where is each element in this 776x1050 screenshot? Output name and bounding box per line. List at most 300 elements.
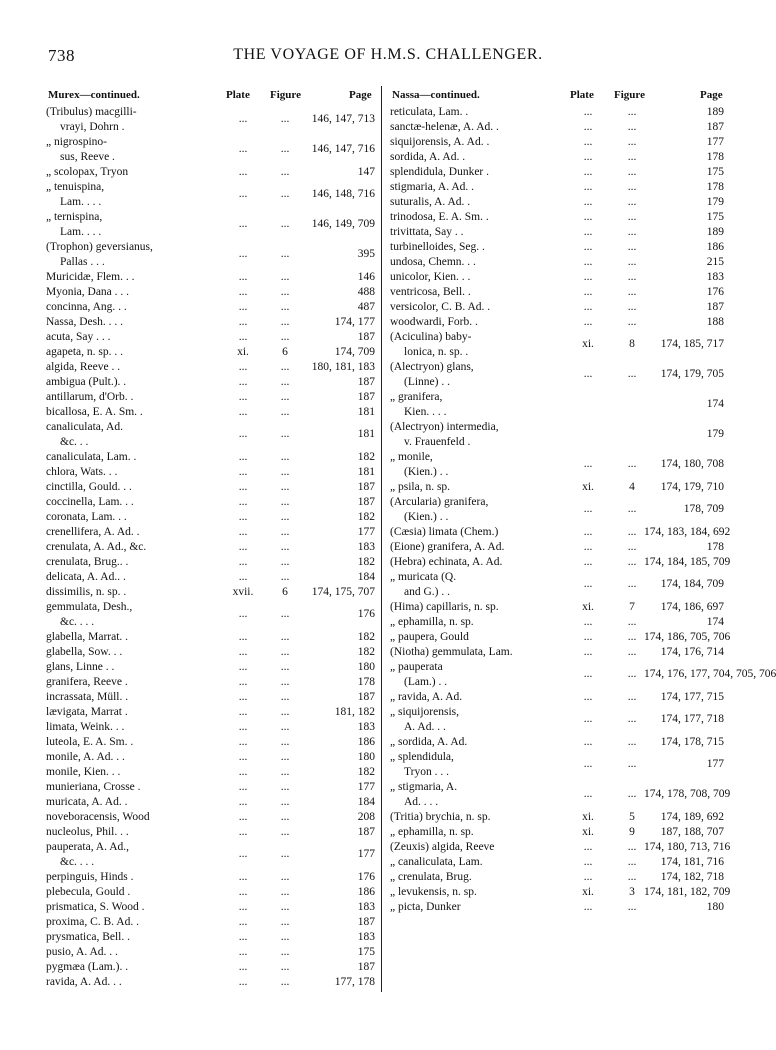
entry-figure: ... xyxy=(627,286,637,298)
entry-plate: xi. xyxy=(237,346,249,358)
entry-name-continued: &c. . . xyxy=(60,436,89,448)
entry-plate: ... xyxy=(583,286,593,298)
index-entry xyxy=(46,450,376,465)
entry-name: stigmaria, A. Ad. . xyxy=(390,181,475,193)
entry-name: glabella, Marrat. . xyxy=(46,631,129,643)
entry-figure: ... xyxy=(627,758,637,770)
index-entry xyxy=(46,675,376,690)
entry-figure: ... xyxy=(627,151,637,163)
entry-name: (Eione) granifera, A. Ad. xyxy=(390,541,505,553)
entry-plate: ... xyxy=(583,458,593,470)
entry-name-continued: (Lam.) . . xyxy=(404,676,448,688)
entry-name: (Arcularia) granifera, xyxy=(390,496,489,508)
entry-name: (Aciculina) baby- xyxy=(390,331,472,343)
entry-plate: ... xyxy=(238,706,248,718)
index-entry xyxy=(46,405,376,420)
entry-name: ambigua (Pult.). . xyxy=(46,376,127,388)
index-entry xyxy=(390,240,735,255)
index-entry xyxy=(46,240,376,270)
column-divider xyxy=(381,86,382,992)
entry-pages: 174, 186, 705, 706 xyxy=(644,631,731,643)
entry-pages: 182 xyxy=(357,646,375,658)
entry-pages: 174, 185, 717 xyxy=(660,338,724,350)
index-entry xyxy=(46,750,376,765)
entry-figure: ... xyxy=(627,316,637,328)
entry-figure: ... xyxy=(627,196,637,208)
right-heading: Nassa—continued. xyxy=(392,89,480,101)
entry-figure: ... xyxy=(280,901,290,913)
entry-pages: 189 xyxy=(706,226,724,238)
entry-plate: ... xyxy=(238,428,248,440)
index-entry xyxy=(46,360,376,375)
entry-figure: ... xyxy=(280,406,290,418)
entry-plate: ... xyxy=(238,646,248,658)
entry-figure: ... xyxy=(280,428,290,440)
entry-name-continued: (Linne) . . xyxy=(404,376,450,388)
entry-name: granifera, Reeve . xyxy=(46,676,128,688)
entry-name-continued: A. Ad. . . xyxy=(404,721,446,733)
entry-figure: ... xyxy=(280,248,290,260)
entry-plate: ... xyxy=(583,631,593,643)
entry-pages: 177 xyxy=(706,136,724,148)
entry-name: cinctilla, Gould. . . xyxy=(46,481,132,493)
entry-figure: ... xyxy=(627,713,637,725)
entry-pages: 178 xyxy=(706,181,724,193)
entry-pages: 176 xyxy=(706,286,724,298)
entry-figure: ... xyxy=(280,571,290,583)
index-entry xyxy=(46,210,376,240)
entry-pages: 176 xyxy=(357,608,375,620)
entry-name: Muricidæ, Flem. . . xyxy=(46,271,135,283)
index-entry xyxy=(46,465,376,480)
entry-name: „ scolopax, Tryon xyxy=(46,166,129,178)
index-entry xyxy=(46,345,376,360)
entry-figure: ... xyxy=(627,901,637,913)
entry-pages: 174, 176, 714 xyxy=(660,646,724,658)
index-entry xyxy=(46,555,376,570)
entry-plate: ... xyxy=(583,578,593,590)
entry-plate: ... xyxy=(583,106,593,118)
index-entry xyxy=(390,705,735,735)
entry-pages: 177 xyxy=(357,781,375,793)
entry-name: prismatica, S. Wood . xyxy=(46,901,145,913)
entry-name: monile, A. Ad. . . xyxy=(46,751,125,763)
right-index-list xyxy=(390,105,776,915)
entry-name-continued: (Kien.) . . xyxy=(404,466,449,478)
entry-name: plebecula, Gould . xyxy=(46,886,131,898)
entry-name: coccinella, Lam. . . xyxy=(46,496,134,508)
entry-name: canaliculata, Ad. xyxy=(46,421,123,433)
entry-pages: 176 xyxy=(357,871,375,883)
entry-plate: ... xyxy=(238,916,248,928)
entry-figure: ... xyxy=(627,211,637,223)
entry-figure: ... xyxy=(627,788,637,800)
entry-figure: ... xyxy=(280,481,290,493)
entry-plate: ... xyxy=(583,646,593,658)
entry-name: coronata, Lam. . . xyxy=(46,511,127,523)
entry-plate: ... xyxy=(583,541,593,553)
entry-pages: 175 xyxy=(706,211,724,223)
entry-name: chlora, Wats. . . xyxy=(46,466,118,478)
index-entry xyxy=(46,810,376,825)
entry-pages: 487 xyxy=(357,301,375,313)
entry-plate: ... xyxy=(583,226,593,238)
entry-name: nucleolus, Phil. . . xyxy=(46,826,129,838)
entry-plate: ... xyxy=(238,113,248,125)
entry-plate: ... xyxy=(238,661,248,673)
entry-name: lævigata, Marrat . xyxy=(46,706,128,718)
left-col-plate: Plate xyxy=(226,89,250,101)
entry-pages: 174, 179, 710 xyxy=(660,481,724,493)
page-title: THE VOYAGE OF H.M.S. CHALLENGER. xyxy=(233,46,543,63)
entry-plate: ... xyxy=(238,751,248,763)
entry-figure: ... xyxy=(280,451,290,463)
entry-figure: ... xyxy=(280,541,290,553)
entry-pages: 187 xyxy=(706,121,724,133)
entry-name: limata, Weink. . . xyxy=(46,721,125,733)
entry-pages: 182 xyxy=(357,511,375,523)
index-entry xyxy=(46,945,376,960)
entry-pages: 174, 178, 715 xyxy=(660,736,724,748)
left-header xyxy=(46,88,376,105)
entry-plate: ... xyxy=(238,218,248,230)
entry-figure: ... xyxy=(280,886,290,898)
index-entry xyxy=(390,210,735,225)
entry-figure: ... xyxy=(627,871,637,883)
entry-name: (Tritia) brychia, n. sp. xyxy=(390,811,491,823)
entry-plate: ... xyxy=(238,848,248,860)
index-entry xyxy=(46,525,376,540)
entry-plate: xi. xyxy=(582,338,594,350)
entry-name-continued: Lam. . . . xyxy=(60,196,102,208)
entry-figure: ... xyxy=(627,271,637,283)
entry-plate: ... xyxy=(583,713,593,725)
entry-plate: ... xyxy=(583,668,593,680)
entry-plate: ... xyxy=(583,256,593,268)
right-column xyxy=(390,88,776,915)
index-entry xyxy=(390,420,735,450)
entry-pages: 395 xyxy=(357,248,375,260)
entry-pages: 177, 178 xyxy=(334,976,375,988)
index-entry xyxy=(46,510,376,525)
left-column xyxy=(46,88,376,990)
index-entry xyxy=(390,480,735,495)
entry-pages: 186 xyxy=(357,886,375,898)
entry-plate: ... xyxy=(238,676,248,688)
index-entry xyxy=(46,840,376,870)
entry-plate: xi. xyxy=(582,886,594,898)
index-entry xyxy=(390,225,735,240)
index-entry xyxy=(46,600,376,630)
entry-name: Nassa, Desh. . . . xyxy=(46,316,123,328)
entry-pages: 174, 176, 177, 704, 705, 706 xyxy=(644,668,776,680)
entry-pages: 187 xyxy=(706,301,724,313)
entry-figure: ... xyxy=(280,916,290,928)
entry-name: „ siquijorensis, xyxy=(390,706,459,718)
entry-pages: 178, 709 xyxy=(683,503,724,515)
index-entry xyxy=(46,915,376,930)
entry-figure: ... xyxy=(280,766,290,778)
entry-pages: 488 xyxy=(357,286,375,298)
entry-pages: 146, 147, 713 xyxy=(311,113,375,125)
entry-plate: ... xyxy=(238,271,248,283)
index-entry xyxy=(46,660,376,675)
entry-pages: 147 xyxy=(357,166,375,178)
entry-name: glabella, Sow. . . xyxy=(46,646,123,658)
entry-plate: ... xyxy=(238,286,248,298)
entry-name: „ splendidula, xyxy=(390,751,454,763)
entry-name: (Hima) capillaris, n. sp. xyxy=(390,601,499,613)
entry-name-continued: Pallas . . . xyxy=(60,256,105,268)
entry-plate: ... xyxy=(583,368,593,380)
entry-plate: ... xyxy=(238,406,248,418)
entry-pages: 174, 177, 715 xyxy=(660,691,724,703)
entry-pages: 186 xyxy=(357,736,375,748)
entry-figure: ... xyxy=(280,946,290,958)
entry-figure: ... xyxy=(627,556,637,568)
index-entry xyxy=(390,195,735,210)
index-entry xyxy=(390,285,735,300)
entry-name: „ picta, Dunker xyxy=(390,901,461,913)
index-entry xyxy=(46,765,376,780)
entry-plate: ... xyxy=(583,241,593,253)
entry-name: monile, Kien. . . xyxy=(46,766,121,778)
entry-pages: 187 xyxy=(357,391,375,403)
index-entry xyxy=(390,495,735,525)
index-entry xyxy=(46,885,376,900)
entry-figure: ... xyxy=(280,361,290,373)
entry-figure: ... xyxy=(280,391,290,403)
entry-name: suturalis, A. Ad. . xyxy=(390,196,471,208)
index-entry xyxy=(390,810,735,825)
index-entry xyxy=(390,855,735,870)
entry-figure: ... xyxy=(627,541,637,553)
entry-pages: 186 xyxy=(706,241,724,253)
entry-figure: ... xyxy=(280,286,290,298)
entry-figure: ... xyxy=(280,376,290,388)
entry-figure: ... xyxy=(627,106,637,118)
entry-plate: ... xyxy=(583,616,593,628)
entry-plate: ... xyxy=(238,188,248,200)
entry-figure: 7 xyxy=(629,601,635,613)
entry-figure: ... xyxy=(280,811,290,823)
entry-plate: ... xyxy=(583,526,593,538)
entry-plate: ... xyxy=(238,946,248,958)
entry-plate: ... xyxy=(583,841,593,853)
entry-pages: 177 xyxy=(706,758,724,770)
entry-figure: ... xyxy=(280,736,290,748)
index-entry xyxy=(390,315,735,330)
index-entry xyxy=(390,645,735,660)
index-entry xyxy=(46,780,376,795)
entry-plate: ... xyxy=(583,136,593,148)
entry-figure: ... xyxy=(280,316,290,328)
index-entry xyxy=(46,645,376,660)
entry-name: (Tribulus) macgilli- xyxy=(46,106,137,118)
entry-pages: 182 xyxy=(357,766,375,778)
entry-name: turbinelloides, Seg. . xyxy=(390,241,485,253)
entry-plate: ... xyxy=(238,931,248,943)
entry-figure: ... xyxy=(280,608,290,620)
index-entry xyxy=(390,120,735,135)
entry-name-continued: Ad. . . . xyxy=(404,796,439,808)
entry-plate: ... xyxy=(238,511,248,523)
entry-name: crenellifera, A. Ad. . xyxy=(46,526,140,538)
index-entry xyxy=(390,825,735,840)
entry-name: luteola, E. A. Sm. . xyxy=(46,736,134,748)
entry-figure: ... xyxy=(280,496,290,508)
entry-name-continued: and G.) . . xyxy=(404,586,450,598)
entry-figure: 6 xyxy=(282,346,288,358)
entry-plate: ... xyxy=(238,143,248,155)
entry-pages: 183 xyxy=(357,901,375,913)
index-entry xyxy=(46,420,376,450)
entry-pages: 181 xyxy=(357,406,375,418)
entry-plate: ... xyxy=(583,736,593,748)
entry-name: „ sordida, A. Ad. xyxy=(390,736,468,748)
index-entry xyxy=(390,525,735,540)
entry-figure: ... xyxy=(627,301,637,313)
entry-pages: 180 xyxy=(706,901,724,913)
entry-name: incrassata, Müll. . xyxy=(46,691,129,703)
entry-name: muricata, A. Ad. . xyxy=(46,796,128,808)
entry-name: „ pauperata xyxy=(390,661,443,673)
entry-name: siquijorensis, A. Ad. . xyxy=(390,136,490,148)
index-entry xyxy=(46,930,376,945)
entry-figure: ... xyxy=(280,218,290,230)
entry-plate: ... xyxy=(238,301,248,313)
index-entry xyxy=(46,900,376,915)
entry-figure: ... xyxy=(280,143,290,155)
entry-pages: 174, 180, 708 xyxy=(660,458,724,470)
entry-figure: ... xyxy=(627,121,637,133)
entry-pages: 187 xyxy=(357,691,375,703)
entry-pages: 188 xyxy=(706,316,724,328)
entry-pages: 174, 189, 692 xyxy=(660,811,724,823)
entry-name-continued: &c. . . . xyxy=(60,856,95,868)
entry-plate: ... xyxy=(238,541,248,553)
entry-name-continued: v. Frauenfeld . xyxy=(404,436,471,448)
entry-name-continued: Tryon . . . xyxy=(404,766,449,778)
entry-figure: ... xyxy=(280,826,290,838)
entry-pages: 208 xyxy=(357,811,375,823)
entry-plate: ... xyxy=(583,556,593,568)
entry-plate: ... xyxy=(238,721,248,733)
entry-pages: 146, 147, 716 xyxy=(311,143,375,155)
entry-plate: ... xyxy=(583,196,593,208)
entry-pages: 215 xyxy=(706,256,724,268)
entry-pages: 184 xyxy=(357,796,375,808)
entry-plate: xi. xyxy=(582,481,594,493)
index-entry xyxy=(390,780,735,810)
index-entry xyxy=(390,255,735,270)
entry-name-continued: lonica, n. sp. . xyxy=(404,346,469,358)
index-entry xyxy=(390,360,735,390)
left-heading: Murex—continued. xyxy=(48,89,140,101)
entry-name: agapeta, n. sp. . . xyxy=(46,346,123,358)
index-entry xyxy=(46,570,376,585)
index-entry xyxy=(46,270,376,285)
entry-plate: ... xyxy=(238,826,248,838)
entry-pages: 189 xyxy=(706,106,724,118)
entry-figure: ... xyxy=(280,796,290,808)
entry-plate: ... xyxy=(583,151,593,163)
entry-figure: ... xyxy=(280,781,290,793)
entry-name: (Cæsia) limata (Chem.) xyxy=(390,526,499,538)
index-entry xyxy=(46,330,376,345)
entry-pages: 174, 178, 708, 709 xyxy=(644,788,731,800)
entry-pages: 174, 175, 707 xyxy=(311,586,375,598)
entry-figure: ... xyxy=(627,181,637,193)
entry-figure: ... xyxy=(627,241,637,253)
entry-name: gemmulata, Desh., xyxy=(46,601,133,613)
index-entry xyxy=(390,300,735,315)
entry-pages: 174, 182, 718 xyxy=(660,871,724,883)
entry-name: crenulata, A. Ad., &c. xyxy=(46,541,147,553)
index-entry xyxy=(46,390,376,405)
entry-plate: ... xyxy=(238,496,248,508)
entry-figure: ... xyxy=(280,721,290,733)
entry-figure: ... xyxy=(627,631,637,643)
right-col-page: Page xyxy=(700,89,723,101)
entry-plate: ... xyxy=(238,736,248,748)
entry-figure: ... xyxy=(627,736,637,748)
entry-name-continued: (Kien.) . . xyxy=(404,511,449,523)
entry-pages: 174, 709 xyxy=(334,346,375,358)
entry-plate: ... xyxy=(238,481,248,493)
page-number: 738 xyxy=(48,46,75,65)
index-entry xyxy=(390,900,735,915)
entry-pages: 174, 183, 184, 692 xyxy=(644,526,731,538)
entry-name: concinna, Ang. . . xyxy=(46,301,127,313)
entry-figure: ... xyxy=(280,331,290,343)
entry-pages: 187 xyxy=(357,376,375,388)
entry-name: algida, Reeve . . xyxy=(46,361,121,373)
entry-name: splendidula, Dunker . xyxy=(390,166,490,178)
entry-figure: ... xyxy=(627,368,637,380)
entry-figure: ... xyxy=(280,661,290,673)
entry-pages: 174, 186, 697 xyxy=(660,601,724,613)
entry-plate: xi. xyxy=(582,601,594,613)
entry-pages: 177 xyxy=(357,526,375,538)
index-entry xyxy=(46,285,376,300)
index-entry xyxy=(390,870,735,885)
entry-pages: 174, 177, 718 xyxy=(660,713,724,725)
entry-name: „ granifera, xyxy=(390,391,443,403)
index-entry xyxy=(46,375,376,390)
entry-figure: 4 xyxy=(629,481,635,493)
index-entry xyxy=(46,630,376,645)
entry-figure: ... xyxy=(280,166,290,178)
entry-pages: 174, 181, 182, 709 xyxy=(644,886,731,898)
entry-pages: 187, 188, 707 xyxy=(660,826,724,838)
entry-plate: ... xyxy=(238,166,248,178)
entry-pages: 179 xyxy=(706,196,724,208)
left-index-list xyxy=(46,105,376,990)
entry-name: canaliculata, Lam. . xyxy=(46,451,137,463)
index-entry xyxy=(390,630,735,645)
entry-plate: xi. xyxy=(582,811,594,823)
entry-name: „ crenulata, Brug. xyxy=(390,871,472,883)
entry-pages: 174 xyxy=(706,616,724,628)
entry-plate: ... xyxy=(238,361,248,373)
entry-plate: ... xyxy=(583,181,593,193)
entry-plate: ... xyxy=(238,331,248,343)
right-col-figure: Figure xyxy=(614,89,645,101)
entry-plate: ... xyxy=(583,121,593,133)
entry-figure: ... xyxy=(627,856,637,868)
entry-figure: 6 xyxy=(282,586,288,598)
